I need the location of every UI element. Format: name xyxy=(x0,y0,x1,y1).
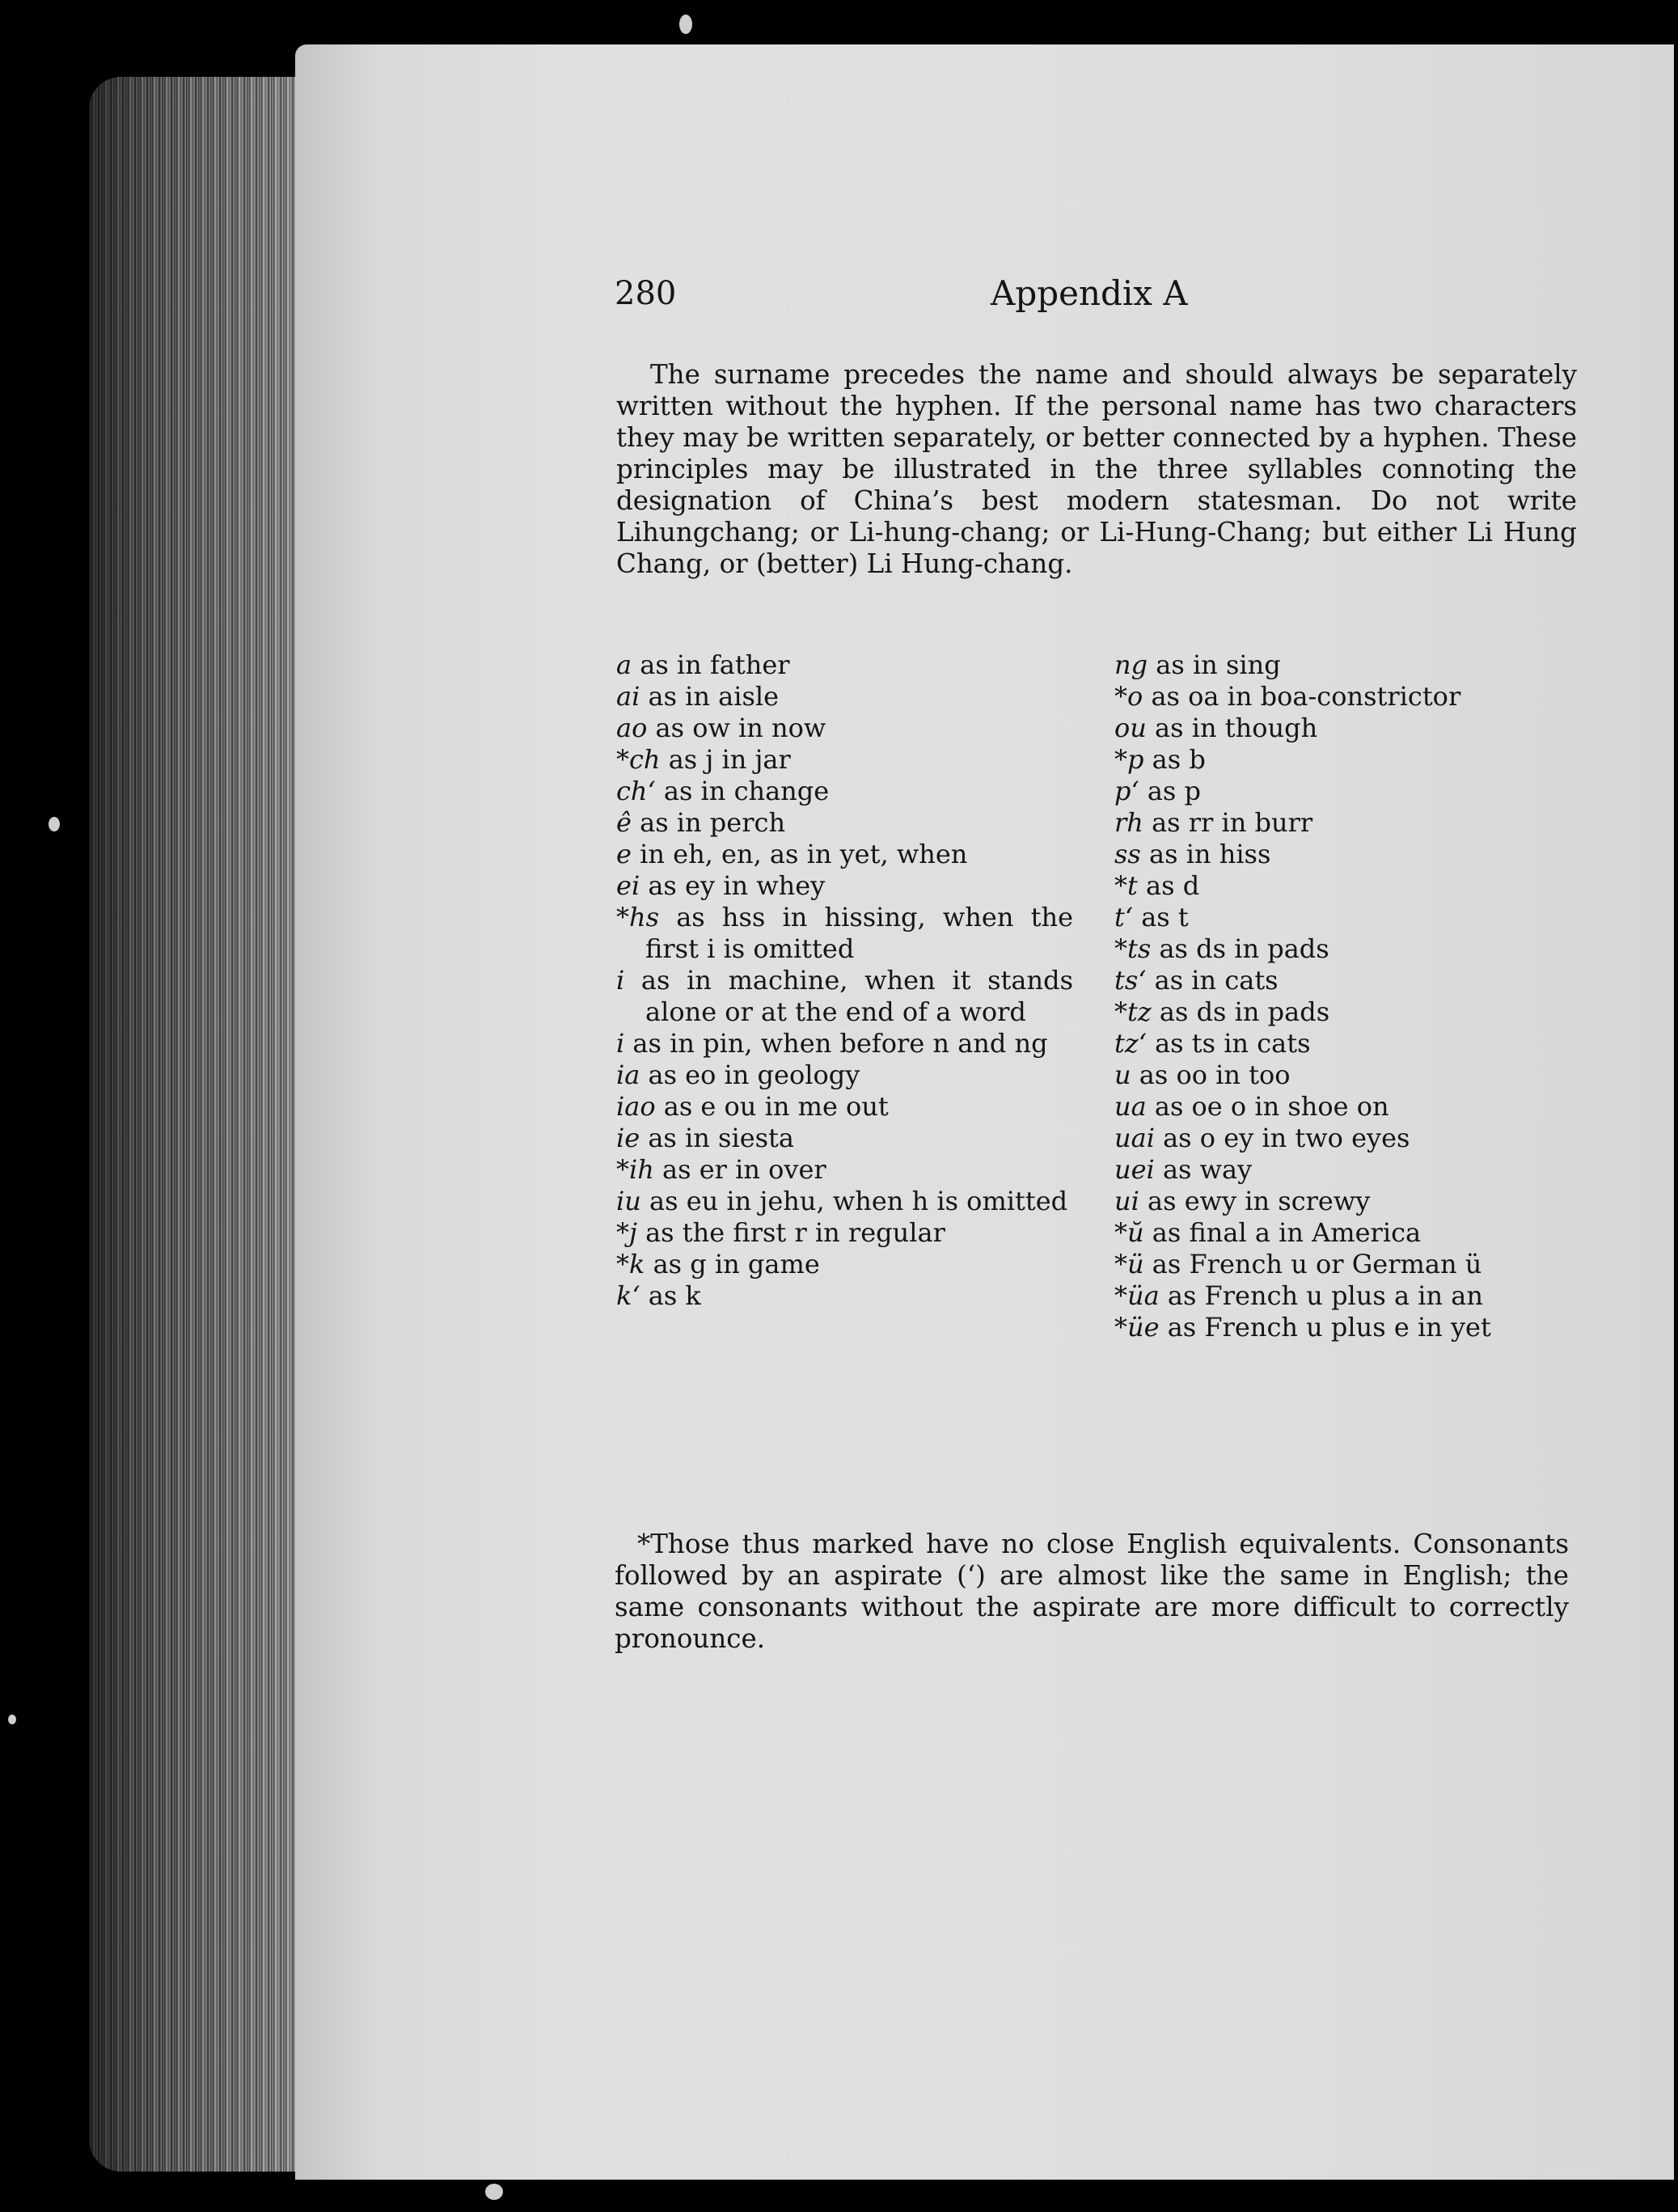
pronunciation-entry xyxy=(1114,1217,1579,1249)
running-head: Appendix A xyxy=(991,273,1188,313)
entry-syllable: *üa xyxy=(1114,1280,1160,1311)
entry-description: as in though xyxy=(1146,713,1318,743)
dust-speck xyxy=(8,1715,16,1724)
dust-speck xyxy=(49,817,60,831)
entry-syllable: uai xyxy=(1114,1123,1155,1153)
pronunciation-entry xyxy=(616,1249,1073,1280)
pronunciation-entry xyxy=(1114,1249,1579,1280)
entry-description: as in siesta xyxy=(640,1123,794,1153)
pronunciation-entry xyxy=(1114,839,1579,870)
pronunciation-entry xyxy=(1114,1186,1579,1217)
entry-syllable: *t xyxy=(1114,870,1138,901)
pronunciation-entry xyxy=(616,870,1073,902)
entry-syllable: *üe xyxy=(1114,1312,1160,1343)
entry-description: as oa in boa-constrictor xyxy=(1143,681,1461,712)
entry-syllable: ie xyxy=(616,1123,640,1153)
entry-syllable: ê xyxy=(616,807,632,838)
pronunciation-entry xyxy=(1114,1091,1579,1123)
pronunciation-entry xyxy=(616,807,1073,839)
pronunciation-entry xyxy=(1114,933,1579,965)
entry-syllable: *ü xyxy=(1114,1249,1144,1279)
pronunciation-entry xyxy=(616,1217,1073,1249)
pronunciation-entry xyxy=(616,965,1073,1028)
pronunciation-entry xyxy=(1114,1280,1579,1312)
entry-description: as ow in now xyxy=(647,713,826,743)
entry-description: as in father xyxy=(632,649,790,680)
entry-description: as in pin, when before n and ng xyxy=(624,1028,1048,1059)
entry-description: as b xyxy=(1143,744,1206,775)
pronunciation-entry xyxy=(616,1280,1073,1312)
entry-description: as in change xyxy=(655,776,830,806)
pronunciation-entry xyxy=(1114,902,1579,933)
entry-description: as p xyxy=(1139,776,1201,806)
entry-description: as French u or German ü xyxy=(1143,1249,1482,1279)
entry-syllable: ch‘ xyxy=(616,776,656,806)
pronunciation-entry xyxy=(616,744,1073,776)
entry-description: as the first r in regular xyxy=(636,1217,945,1248)
page-header xyxy=(615,275,1577,324)
entry-syllable: ei xyxy=(616,870,640,901)
entry-syllable: *j xyxy=(616,1217,637,1248)
pronunciation-entry xyxy=(1114,649,1579,681)
entry-syllable: p‘ xyxy=(1114,776,1139,806)
entry-description: as rr in burr xyxy=(1143,807,1313,838)
entry-description: as in sing xyxy=(1148,649,1281,680)
pronunciation-entry xyxy=(616,1154,1073,1186)
pronunciation-entry xyxy=(1114,1123,1579,1154)
pronunciation-entry xyxy=(616,1123,1073,1154)
entry-syllable: ai xyxy=(616,681,640,712)
pronunciation-entry xyxy=(1114,965,1579,996)
entry-description: as in aisle xyxy=(640,681,780,712)
entry-syllable: *ŭ xyxy=(1114,1217,1144,1248)
entry-description: as French u plus a in an xyxy=(1159,1280,1483,1311)
entry-syllable: tz‘ xyxy=(1114,1028,1147,1059)
entry-description: as in hiss xyxy=(1140,839,1271,869)
dust-speck xyxy=(485,2184,503,2200)
pronunciation-entry xyxy=(1114,870,1579,902)
pronunciation-entry xyxy=(1114,996,1579,1028)
entry-syllable: ao xyxy=(616,713,648,743)
pronunciation-entry xyxy=(616,902,1073,965)
entry-syllable: iu xyxy=(616,1186,641,1216)
entry-syllable: *ts xyxy=(1114,933,1152,964)
entry-syllable: a xyxy=(616,649,632,680)
entry-description: as er in over xyxy=(653,1154,826,1185)
romanization-list-right xyxy=(1114,649,1579,1343)
pronunciation-entry xyxy=(1114,681,1579,713)
entry-description: as oo in too xyxy=(1131,1059,1291,1090)
entry-syllable: *ch xyxy=(616,744,661,775)
entry-syllable: ts‘ xyxy=(1114,965,1147,996)
entry-description: in eh, en, as in yet, when xyxy=(631,839,968,869)
entry-syllable: ss xyxy=(1114,839,1141,869)
romanization-list-left xyxy=(616,649,1073,1312)
entry-syllable: i xyxy=(616,1028,625,1059)
entry-syllable: i xyxy=(616,965,625,996)
intro-paragraph: The surname precedes the name and should always be separately written without the hyphen. If the personal name has two characters they may be written separately, or better connected by a hyphen. These principles may be illustrated in the three syllables connoting the designation of China’s best modern statesman. Do not write Lihungchang; or Li-hung-chang; or Li-Hung-Chang; but either Li Hung Chang, or (better) Li Hung-chang. xyxy=(616,359,1577,579)
pronunciation-entry xyxy=(616,776,1073,807)
entry-description: as ts in cats xyxy=(1146,1028,1311,1059)
entry-description: as e ou in me out xyxy=(655,1091,889,1122)
entry-description: as final a in America xyxy=(1143,1217,1422,1248)
pronunciation-entry xyxy=(616,1091,1073,1123)
pronunciation-entry xyxy=(1114,776,1579,807)
entry-description: as k xyxy=(640,1280,701,1311)
entry-description: as way xyxy=(1154,1154,1253,1185)
pronunciation-entry xyxy=(616,713,1073,744)
entry-description: as eu in jehu, when h is omitted xyxy=(640,1186,1068,1216)
entry-syllable: *ih xyxy=(616,1154,654,1185)
entry-description: as ds in pads xyxy=(1151,933,1329,964)
entry-syllable: k‘ xyxy=(616,1280,640,1311)
entry-description: as oe o in shoe on xyxy=(1146,1091,1389,1122)
entry-syllable: *p xyxy=(1114,744,1144,775)
entry-description: as d xyxy=(1137,870,1200,901)
entry-description: as in perch xyxy=(631,807,786,838)
entry-description: as ey in whey xyxy=(640,870,826,901)
entry-syllable: e xyxy=(616,839,632,869)
pronunciation-entry xyxy=(1114,713,1579,744)
entry-description: as ewy in screwy xyxy=(1139,1186,1371,1216)
entry-syllable: *k xyxy=(616,1249,645,1279)
dust-speck xyxy=(679,15,692,34)
entry-description: as j in jar xyxy=(660,744,791,775)
pronunciation-entry xyxy=(1114,1312,1579,1343)
entry-description: as ds in pads xyxy=(1151,996,1330,1027)
entry-syllable: rh xyxy=(1114,807,1143,838)
entry-syllable: ou xyxy=(1114,713,1147,743)
pronunciation-entry xyxy=(616,839,1073,870)
entry-syllable: iao xyxy=(616,1091,656,1122)
footnote: *Those thus marked have no close English equivalents. Consonants followed by an aspirate (‘) are almost like the same in English; the same consonants without the aspirate are more difficult to correctly pronounce. xyxy=(615,1529,1569,1654)
entry-description: as hss in hissing, when the first i is omitted xyxy=(645,902,1073,964)
entry-syllable: uei xyxy=(1114,1154,1155,1185)
book-edge-shadow xyxy=(89,77,307,2172)
entry-description: as French u plus e in yet xyxy=(1159,1312,1491,1343)
entry-syllable: *hs xyxy=(616,902,660,933)
pronunciation-entry xyxy=(1114,807,1579,839)
entry-description: as in cats xyxy=(1146,965,1279,996)
entry-description: as g in game xyxy=(645,1249,820,1279)
entry-description: as t xyxy=(1133,902,1189,933)
entry-syllable: *tz xyxy=(1114,996,1152,1027)
entry-syllable: ui xyxy=(1114,1186,1139,1216)
pronunciation-entry xyxy=(616,1059,1073,1091)
entry-syllable: ia xyxy=(616,1059,640,1090)
page-number: 280 xyxy=(615,275,677,312)
entry-syllable: ng xyxy=(1114,649,1148,680)
pronunciation-entry xyxy=(616,649,1073,681)
pronunciation-entry xyxy=(1114,744,1579,776)
pronunciation-entry xyxy=(1114,1154,1579,1186)
entry-description: as eo in geology xyxy=(640,1059,860,1090)
pronunciation-entry xyxy=(1114,1059,1579,1091)
entry-syllable: u xyxy=(1114,1059,1131,1090)
entry-syllable: *o xyxy=(1114,681,1143,712)
entry-description: as o ey in two eyes xyxy=(1154,1123,1410,1153)
pronunciation-entry xyxy=(616,681,1073,713)
pronunciation-entry xyxy=(1114,1028,1579,1059)
entry-syllable: ua xyxy=(1114,1091,1147,1122)
pronunciation-entry xyxy=(616,1186,1073,1217)
entry-syllable: t‘ xyxy=(1114,902,1134,933)
pronunciation-entry xyxy=(616,1028,1073,1059)
entry-description: as in machine, when it stands alone or at the end of a word xyxy=(624,965,1073,1027)
